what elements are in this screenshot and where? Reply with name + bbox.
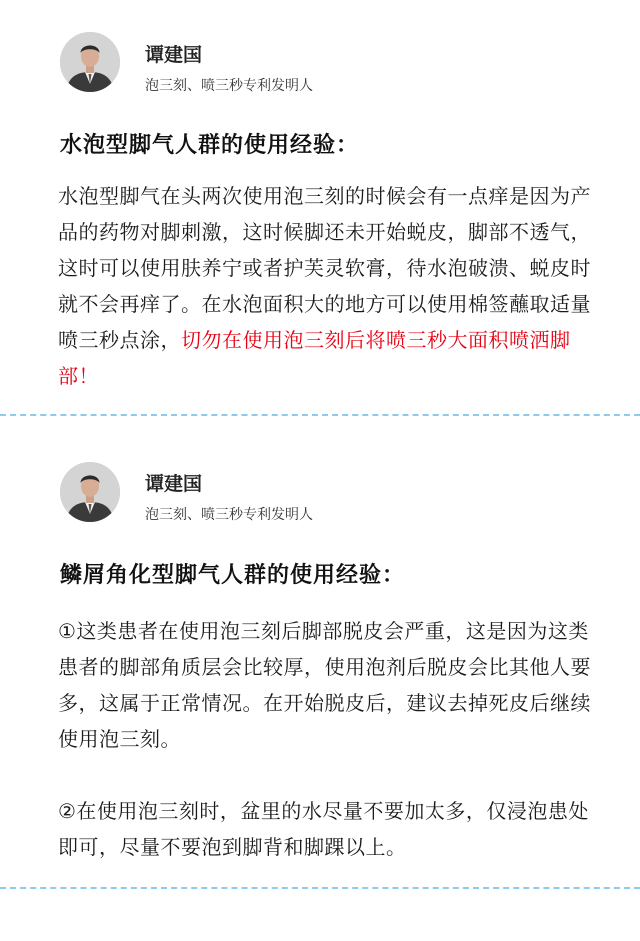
portrait-icon xyxy=(60,32,120,92)
section-heading: 鳞屑角化型脚气人群的使用经验： xyxy=(60,563,406,588)
body-text: 水泡型脚气在头两次使用泡三刻的时候会有一点痒是因为产品的药物对脚刺激，这时候脚还未开始蜕皮，脚部不透气，这时可以使用肤养宁或者护芙灵软膏，待水泡破溃、蜕皮时就不会再痒了。在水泡面积大的地方可以使用棉签蘸取适量喷三秒点涂， xyxy=(58,184,591,352)
author-card xyxy=(0,0,640,94)
author-name: 谭建国 xyxy=(145,473,203,495)
point-one: ①这类患者在使用泡三刻后脚部脱皮会严重，这是因为这类患者的脚部角质层会比较厚，使用泡剂后脱皮会比其他人要多，这属于正常情况。在开始脱皮后，建议去掉死皮后继续使用泡三刻。 xyxy=(58,619,591,751)
author-name: 谭建国 xyxy=(145,44,203,66)
usage-section-scaly xyxy=(0,416,640,889)
section-heading: 水泡型脚气人群的使用经验： xyxy=(60,133,360,158)
warning-text: 切勿在使用泡三刻后将喷三秒大面积喷洒脚部！ xyxy=(58,328,571,388)
author-avatar xyxy=(60,462,120,522)
portrait-icon xyxy=(60,462,120,522)
author-role: 泡三刻、喷三秒专利发明人 xyxy=(145,507,313,523)
section-body xyxy=(58,178,592,394)
point-two: ②在使用泡三刻时，盆里的水尽量不要加太多，仅浸泡患处即可，尽量不要泡到脚背和脚踝以上。 xyxy=(58,799,589,859)
author-role: 泡三刻、喷三秒专利发明人 xyxy=(145,78,313,94)
dashed-divider xyxy=(0,887,640,889)
author-card xyxy=(0,416,640,523)
author-avatar xyxy=(60,32,120,92)
usage-section-blister xyxy=(0,0,640,416)
